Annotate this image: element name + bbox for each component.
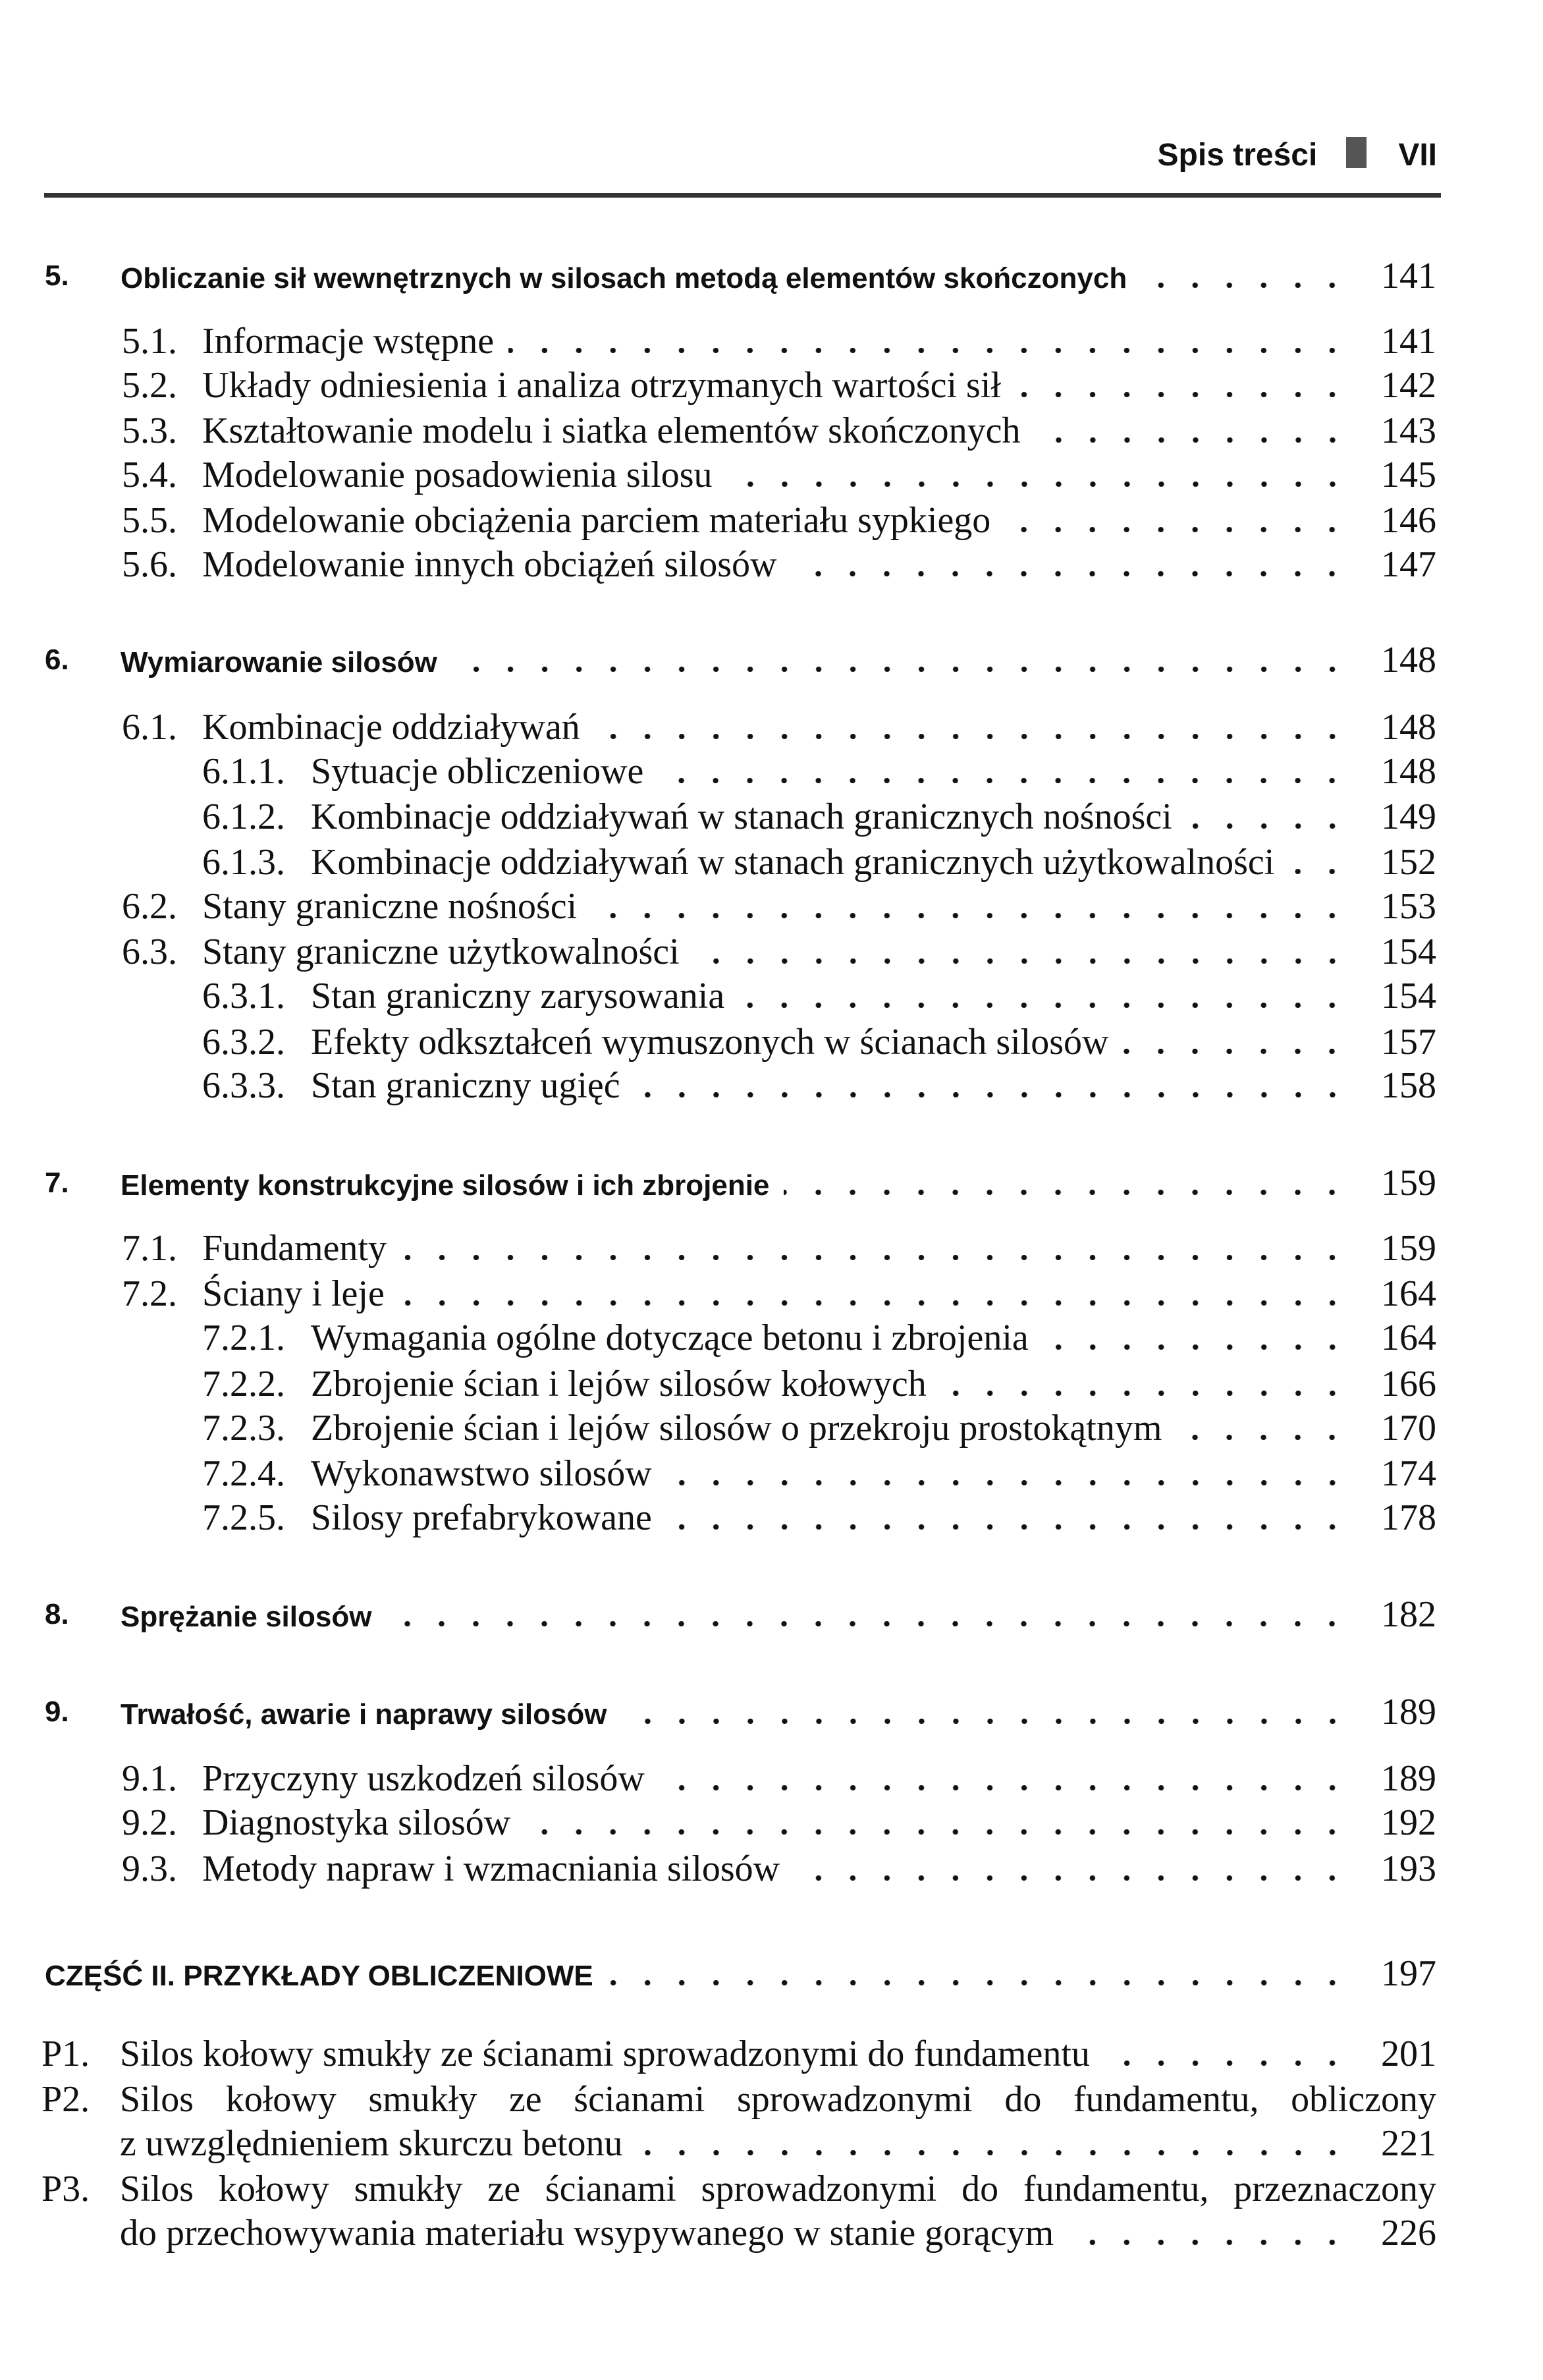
entry-page-number: 182 — [1381, 1594, 1436, 1636]
dot-leader — [591, 913, 1349, 918]
entry-title: Stany graniczne nośności — [202, 886, 578, 927]
entry-page-number: 141 — [1381, 255, 1436, 296]
entry-page-number: 152 — [1381, 842, 1436, 883]
entry-title: Sprężanie silosów — [121, 1601, 372, 1634]
entry-title: Elementy konstrukcyjne silosów i ich zbrojenie — [121, 1169, 770, 1202]
entry-number: 5.2. — [122, 364, 177, 406]
toc-entry[interactable] — [0, 638, 1436, 682]
toc-entry[interactable] — [0, 1161, 1436, 1205]
toc-entry[interactable] — [0, 453, 1436, 497]
entry-number: 6.3.2. — [202, 1021, 285, 1063]
entry-page-number: 174 — [1381, 1453, 1436, 1494]
entry-number: 5.5. — [122, 500, 177, 541]
entry-title: Wymiarowanie silosów — [121, 646, 437, 679]
dot-leader — [608, 1980, 1349, 1985]
toc-entry-first-line — [0, 2167, 1436, 2211]
dot-leader — [659, 1785, 1349, 1790]
entry-title: Metody napraw i wzmacniania silosów — [202, 1848, 780, 1889]
entry-number: 5.6. — [122, 544, 177, 586]
entry-title: Wykonawstwo silosów — [311, 1453, 652, 1494]
entry-title: Silosy prefabrykowane — [311, 1497, 652, 1538]
toc-entry[interactable] — [0, 1315, 1436, 1360]
running-header — [1158, 137, 1437, 173]
toc-entry[interactable] — [0, 2211, 1436, 2255]
entry-page-number: 143 — [1381, 410, 1436, 452]
dot-leader — [595, 734, 1349, 739]
entry-title: Kształtowanie modelu i siatka elementów skończonych — [202, 410, 1021, 452]
entry-page-number: 189 — [1381, 1691, 1436, 1732]
toc-entry[interactable] — [0, 705, 1436, 750]
entry-page-number: 149 — [1381, 796, 1436, 838]
toc-entry[interactable] — [0, 363, 1436, 408]
dot-leader — [452, 667, 1349, 672]
entry-number: 7.1. — [122, 1228, 177, 1269]
entry-page-number: 142 — [1381, 364, 1436, 406]
dot-leader — [1005, 527, 1349, 532]
entry-title-line: Silos kołowy smukły ze ścianami sprowadzonymi do fundamentu, obliczony — [120, 2079, 1436, 2120]
entry-number: 6.3.3. — [202, 1065, 285, 1107]
entry-title: Zbrojenie ścian i lejów silosów o przekroju prostokątnym — [311, 1407, 1162, 1449]
entry-title: Diagnostyka silosów — [202, 1802, 511, 1844]
toc-entry[interactable] — [0, 1451, 1436, 1496]
entry-title: Silos kołowy smukły ze ścianami sprowadzonymi do fundamentu — [120, 2033, 1090, 2074]
dot-leader — [727, 482, 1349, 487]
entry-title: Trwałość, awarie i naprawy silosów — [121, 1698, 607, 1730]
entry-title: Wymagania ogólne dotyczące betonu i zbrojenia — [311, 1317, 1029, 1359]
toc-entry[interactable] — [0, 974, 1436, 1018]
entry-number: 7.2.2. — [202, 1363, 285, 1404]
entry-title: Modelowanie obciążenia parciem materiału sypkiego — [202, 500, 991, 541]
entry-page-number: 158 — [1381, 1065, 1436, 1107]
dot-leader — [1123, 1049, 1349, 1054]
entry-page-number: 141 — [1381, 320, 1436, 362]
dot-leader — [525, 1829, 1349, 1835]
entry-number: 9. — [45, 1695, 69, 1728]
header-title: Spis treści — [1157, 138, 1318, 173]
entry-title: Obliczanie sił wewnętrznych w silosach metodą elementów skończonych — [121, 262, 1127, 294]
entry-page-number: 148 — [1381, 750, 1436, 792]
dot-leader — [791, 571, 1349, 576]
entry-page-number: 170 — [1381, 1407, 1436, 1449]
entry-number: 6. — [45, 644, 69, 677]
entry-title: Kombinacje oddziaływań w stanach granicznych nośności — [311, 796, 1172, 838]
dot-leader — [784, 1190, 1349, 1195]
entry-page-number: 193 — [1381, 1848, 1436, 1889]
dot-leader — [1104, 2061, 1349, 2066]
entry-page-number: 197 — [1381, 1952, 1436, 1994]
entry-number: 6.1.2. — [202, 796, 285, 838]
entry-page-number: 154 — [1381, 931, 1436, 973]
square-bullet-icon — [1346, 137, 1367, 168]
entry-title: Układy odniesienia i analiza otrzymanych wartości sił — [202, 364, 1001, 406]
entry-page-number: 178 — [1381, 1497, 1436, 1538]
toc-entry[interactable] — [0, 1690, 1436, 1734]
entry-number: 6.1.3. — [202, 842, 285, 883]
dot-leader — [666, 1480, 1349, 1485]
dot-leader — [739, 1003, 1349, 1008]
entry-number: 7. — [45, 1167, 69, 1200]
entry-title: Modelowanie posadowienia silosu — [202, 455, 713, 495]
entry-number: P1. — [41, 2033, 90, 2074]
entry-page-number: 154 — [1381, 976, 1436, 1017]
dot-leader — [1176, 1435, 1349, 1440]
entry-number: 7.2.1. — [202, 1317, 285, 1359]
dot-leader — [622, 1719, 1349, 1724]
toc-entry[interactable] — [0, 542, 1436, 587]
entry-title: Stan graniczny ugięć — [311, 1065, 620, 1107]
dot-leader — [386, 1621, 1349, 1626]
toc-entry[interactable] — [0, 1756, 1436, 1801]
entry-page-number: 153 — [1381, 886, 1436, 927]
entry-page-number: 201 — [1381, 2033, 1436, 2074]
header-rule — [44, 193, 1441, 198]
dot-leader — [508, 348, 1349, 353]
dot-leader — [1035, 437, 1349, 443]
entry-title: Informacje wstępne — [202, 320, 495, 362]
toc-entry[interactable] — [0, 1951, 1436, 1996]
toc-entry[interactable] — [0, 1592, 1436, 1637]
dot-leader — [658, 778, 1349, 783]
entry-title: Modelowanie innych obciążeń silosów — [202, 544, 777, 586]
entry-number: 5.3. — [122, 410, 177, 452]
entry-title: Sytuacje obliczeniowe — [311, 750, 644, 792]
entry-number: 7.2. — [122, 1273, 177, 1315]
entry-title: Przyczyny uszkodzeń silosów — [202, 1758, 645, 1800]
entry-title: Stan graniczny zarysowania — [311, 976, 725, 1017]
entry-title: Kombinacje oddziaływań — [202, 706, 580, 748]
toc-entry[interactable] — [0, 749, 1436, 794]
toc-entry[interactable] — [0, 254, 1436, 298]
entry-page-number: 189 — [1381, 1758, 1436, 1800]
entry-number: 6.1.1. — [202, 750, 285, 792]
toc-entry[interactable] — [0, 1226, 1436, 1271]
entry-page-number: 164 — [1381, 1317, 1436, 1359]
toc-entry-first-line — [0, 2077, 1436, 2122]
entry-number: 5.1. — [122, 320, 177, 362]
toc-entry[interactable] — [0, 929, 1436, 974]
entry-title: z uwzględnieniem skurczu betonu — [120, 2123, 623, 2165]
toc-entry[interactable] — [0, 794, 1436, 839]
toc-entry[interactable] — [0, 2032, 1436, 2076]
entry-number: 6.3. — [122, 931, 177, 973]
entry-page-number: 166 — [1381, 1363, 1436, 1404]
dot-leader — [666, 1524, 1349, 1530]
toc-entry[interactable] — [0, 1406, 1436, 1451]
entry-page-number: 221 — [1381, 2123, 1436, 2165]
header-page-number: VII — [1398, 138, 1437, 173]
entry-page-number: 146 — [1381, 500, 1436, 541]
toc-entry[interactable] — [0, 1020, 1436, 1065]
toc-entry[interactable] — [0, 498, 1436, 543]
toc-entry[interactable] — [0, 884, 1436, 929]
entry-title-line: Silos kołowy smukły ze ścianami sprowadzonymi do fundamentu, przeznaczony — [120, 2169, 1436, 2210]
toc-entry[interactable] — [0, 1362, 1436, 1406]
entry-page-number: 226 — [1381, 2213, 1436, 2254]
entry-number: 5.4. — [122, 455, 177, 495]
entry-page-number: 164 — [1381, 1273, 1436, 1315]
dot-leader — [1187, 823, 1349, 829]
entry-title: Stany graniczne użytkowalności — [202, 931, 680, 973]
toc-entry[interactable] — [0, 408, 1436, 453]
entry-title: do przechowywania materiału wsypywanego w stanie gorącym — [120, 2213, 1054, 2254]
toc-entry[interactable] — [0, 1800, 1436, 1845]
entry-number: 5. — [45, 259, 69, 292]
entry-title: Kombinacje oddziaływań w stanach granicznych użytkowalności — [311, 842, 1275, 883]
dot-leader — [635, 1092, 1349, 1097]
dot-leader — [1015, 392, 1349, 397]
dot-leader — [794, 1875, 1349, 1881]
entry-page-number: 147 — [1381, 544, 1436, 586]
entry-page-number: 157 — [1381, 1021, 1436, 1063]
entry-number: 7.2.5. — [202, 1497, 285, 1538]
toc-entry[interactable] — [0, 1495, 1436, 1540]
entry-number: 6.3.1. — [202, 976, 285, 1017]
dot-leader — [1068, 2240, 1349, 2245]
entry-number: 6.2. — [122, 886, 177, 927]
entry-title: Fundamenty — [202, 1228, 387, 1269]
dot-leader — [399, 1300, 1349, 1306]
dot-leader — [1141, 283, 1349, 288]
entry-page-number: 148 — [1381, 706, 1436, 748]
entry-title: Ściany i leje — [202, 1273, 385, 1315]
dot-leader — [694, 958, 1349, 964]
entry-number: 9.1. — [122, 1758, 177, 1800]
toc-entry[interactable] — [0, 1063, 1436, 1108]
toc-entry[interactable] — [0, 2121, 1436, 2166]
entry-number: 7.2.4. — [202, 1453, 285, 1494]
entry-page-number: 159 — [1381, 1228, 1436, 1269]
toc-entry[interactable] — [0, 1846, 1436, 1891]
dot-leader — [401, 1255, 1349, 1260]
entry-number: 9.2. — [122, 1802, 177, 1844]
toc-entry[interactable] — [0, 319, 1436, 364]
dot-leader — [1043, 1344, 1349, 1350]
dot-leader — [1289, 869, 1349, 874]
entry-page-number: 159 — [1381, 1163, 1436, 1204]
entry-page-number: 148 — [1381, 640, 1436, 681]
toc-entry[interactable] — [0, 840, 1436, 885]
entry-title: CZĘŚĆ II. PRZYKŁADY OBLICZENIOWE — [45, 1959, 593, 1992]
entry-title: Efekty odkształceń wymuszonych w ścianach silosów — [311, 1021, 1109, 1063]
entry-number: 9.3. — [122, 1848, 177, 1889]
entry-page-number: 145 — [1381, 455, 1436, 495]
dot-leader — [637, 2150, 1349, 2155]
entry-number: 6.1. — [122, 706, 177, 748]
dot-leader — [941, 1391, 1349, 1396]
entry-number: P2. — [41, 2079, 90, 2120]
toc-entry[interactable] — [0, 1271, 1436, 1316]
entry-number: P3. — [41, 2169, 90, 2210]
entry-title: Zbrojenie ścian i lejów silosów kołowych — [311, 1363, 927, 1404]
entry-number: 7.2.3. — [202, 1407, 285, 1449]
entry-page-number: 192 — [1381, 1802, 1436, 1844]
entry-number: 8. — [45, 1598, 69, 1631]
